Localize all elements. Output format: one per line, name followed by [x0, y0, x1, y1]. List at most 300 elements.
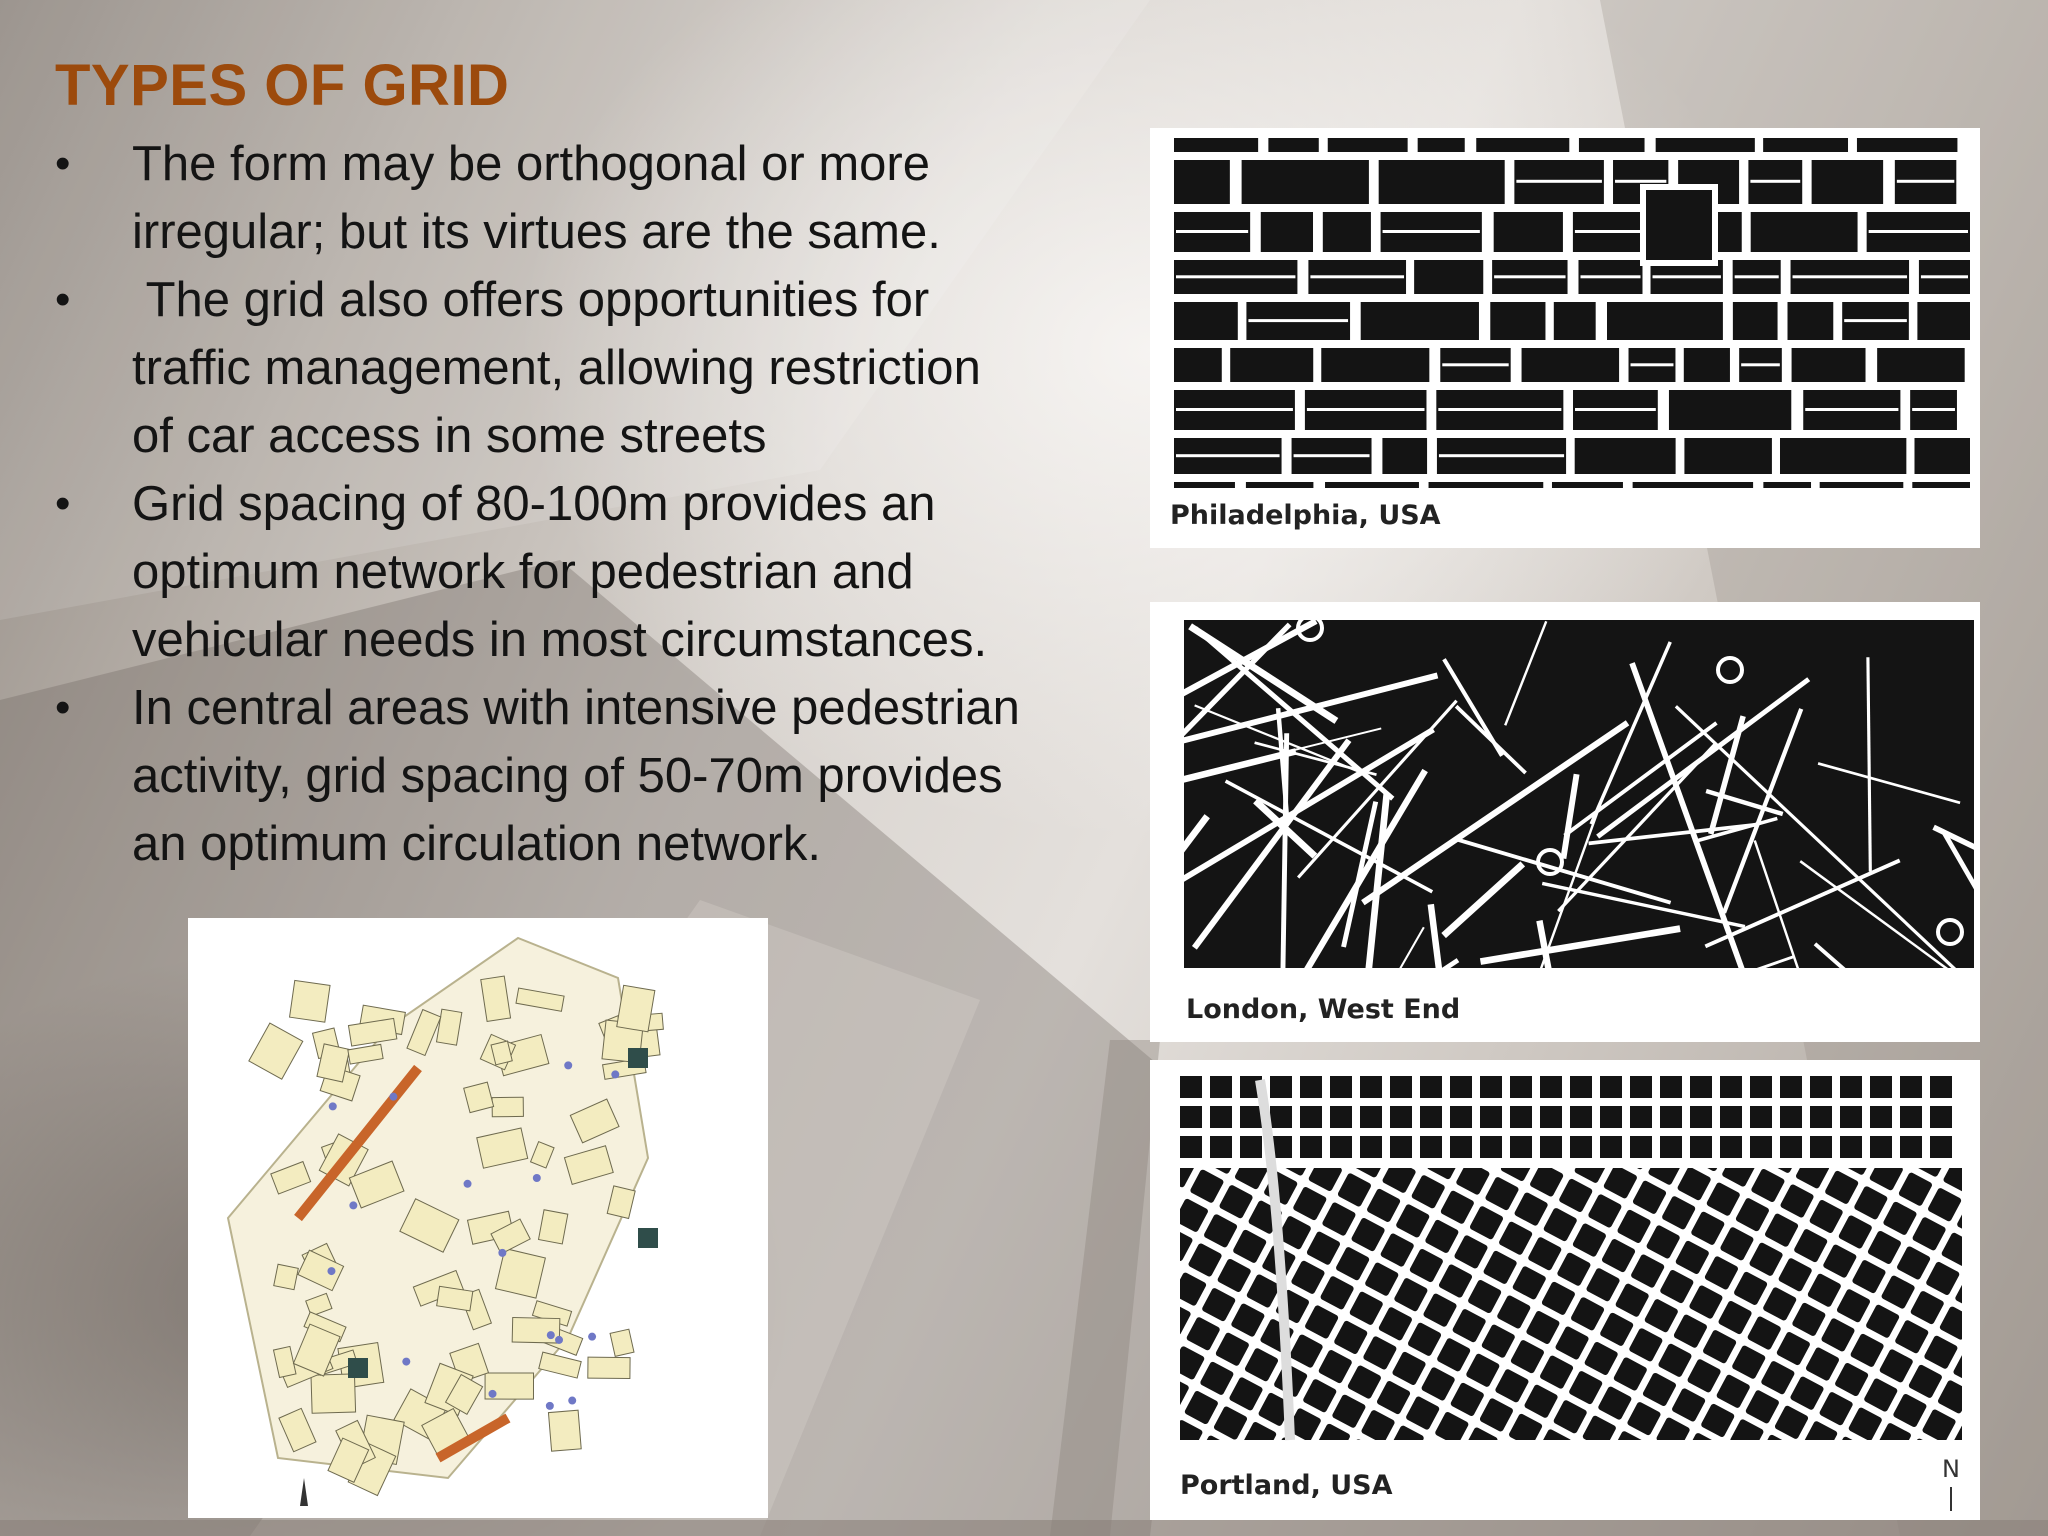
- city-block: [1479, 1397, 1514, 1432]
- city-block: [1153, 1448, 1188, 1450]
- city-block: [1512, 1265, 1547, 1300]
- alley: [1793, 275, 1908, 278]
- city-block: [1611, 1430, 1646, 1450]
- north-arrow-icon: [1940, 1455, 1962, 1511]
- city-block: [1570, 1076, 1592, 1098]
- city-block: [1246, 1273, 1281, 1308]
- alley: [1750, 180, 1800, 183]
- city-block: [1709, 1060, 1744, 1069]
- bullet-marker: •: [55, 479, 71, 528]
- city-block: [1972, 1173, 1980, 1208]
- city-block: [1729, 1418, 1764, 1450]
- city-block: [1690, 1136, 1712, 1158]
- city-block: [1640, 1446, 1675, 1450]
- city-block: [1763, 138, 1848, 152]
- city-block: [1150, 1330, 1176, 1365]
- city-block: [1370, 1060, 1405, 1075]
- plan-building: [539, 1352, 581, 1378]
- city-block: [1268, 138, 1318, 152]
- city-block: [1150, 1285, 1163, 1320]
- plan-crossing: [568, 1397, 576, 1405]
- city-block: [1685, 1432, 1720, 1450]
- london-caption: London, West End: [1186, 994, 1461, 1025]
- city-block: [1869, 1156, 1904, 1191]
- city-block: [1222, 1060, 1257, 1072]
- city-block: [1337, 1172, 1372, 1207]
- bullet-text: The form may be orthogonal or more irregular; but its virtues are the same.: [132, 137, 941, 259]
- city-block: [1840, 1076, 1862, 1098]
- city-block: [1877, 1422, 1912, 1450]
- philadelphia-map: [1150, 128, 1980, 488]
- city-block: [1455, 1161, 1490, 1196]
- city-block: [1494, 212, 1563, 252]
- city-block: [1688, 1284, 1723, 1319]
- city-block: [1735, 1197, 1770, 1232]
- portland-blocks: [1150, 1060, 1980, 1450]
- city-block: [1626, 1401, 1661, 1436]
- city-block: [1540, 1076, 1562, 1098]
- city-block: [1630, 1076, 1652, 1098]
- city-block: [1150, 1404, 1174, 1439]
- city-block: [1690, 1211, 1725, 1246]
- city-block: [1791, 1302, 1826, 1337]
- city-block: [1789, 1376, 1824, 1411]
- city-block: [1788, 302, 1834, 340]
- city-block: [1320, 1275, 1355, 1310]
- portland-map: [1150, 1060, 1980, 1450]
- city-block: [1215, 1332, 1250, 1367]
- city-block: [1490, 302, 1545, 340]
- city-block: [1484, 1176, 1519, 1211]
- city-block: [1660, 1076, 1682, 1098]
- city-block: [1174, 138, 1258, 152]
- city-block: [1429, 482, 1544, 488]
- city-block: [1180, 1136, 1202, 1158]
- city-block: [1333, 1320, 1368, 1355]
- city-block: [1174, 160, 1230, 204]
- plan-building: [610, 1329, 634, 1356]
- city-block: [1803, 1420, 1838, 1450]
- city-block: [1719, 1226, 1754, 1261]
- city-block: [1469, 1205, 1504, 1240]
- city-block: [1630, 1136, 1652, 1158]
- city-block: [1810, 1076, 1832, 1098]
- city-block: [1792, 348, 1866, 382]
- city-block: [1554, 302, 1596, 340]
- city-block: [1917, 302, 1970, 340]
- city-block: [1575, 438, 1676, 474]
- alley: [1248, 319, 1348, 322]
- city-block: [1807, 1273, 1842, 1308]
- city-block: [1877, 348, 1965, 382]
- city-block: [1690, 1076, 1712, 1098]
- city-block: [1636, 1060, 1671, 1067]
- city-block: [1174, 1198, 1209, 1233]
- alley: [1176, 230, 1248, 233]
- city-block: [1180, 1106, 1202, 1128]
- city-block: [1360, 1076, 1382, 1098]
- city-block: [1579, 138, 1645, 152]
- city-block: [1937, 1379, 1972, 1414]
- city-block: [1508, 1413, 1543, 1448]
- city-block: [1316, 1423, 1351, 1450]
- city-block: [1881, 1275, 1916, 1310]
- city-block: [1323, 212, 1371, 252]
- bullet-text: In central areas with intensive pedestrian activity, grid spacing of 50-70m provides an optimum circulation network.: [132, 681, 1020, 871]
- city-block: [1150, 1433, 1159, 1450]
- city-block: [1684, 348, 1730, 382]
- city-block: [1930, 1106, 1952, 1128]
- city-block: [1600, 1106, 1622, 1128]
- city-block: [1923, 1335, 1958, 1370]
- city-block: [1330, 1076, 1352, 1098]
- city-block: [1898, 1172, 1933, 1207]
- city-block: [1510, 1136, 1532, 1158]
- city-block: [1467, 1279, 1502, 1314]
- city-block: [1615, 1283, 1650, 1318]
- alley: [1494, 275, 1565, 278]
- bullet-marker: •: [55, 139, 71, 188]
- city-block: [1882, 1201, 1917, 1236]
- city-block: [1960, 1060, 1980, 1090]
- city-block: [1414, 1060, 1449, 1062]
- city-block: [1345, 1438, 1380, 1450]
- city-block: [1706, 1182, 1741, 1217]
- city-block: [1616, 1209, 1651, 1244]
- city-block: [1669, 390, 1791, 430]
- city-block: [1234, 1155, 1269, 1190]
- city-block: [1541, 1281, 1576, 1316]
- city-block: [1438, 1263, 1473, 1298]
- city-block: [1540, 1106, 1562, 1128]
- city-block: [1411, 1174, 1446, 1209]
- city-block: [1292, 1186, 1327, 1221]
- city-block: [1360, 1136, 1382, 1158]
- city-block: [1261, 212, 1313, 252]
- city-block: [1537, 1428, 1572, 1450]
- city-block: [1644, 1298, 1679, 1333]
- city-block: [1522, 348, 1620, 382]
- city-block: [1956, 1203, 1980, 1238]
- city-block: [1158, 1227, 1193, 1262]
- city-block: [1908, 1364, 1943, 1399]
- city-block: [1939, 1306, 1974, 1341]
- city-block: [1660, 1136, 1682, 1158]
- city-block: [1150, 1359, 1161, 1394]
- city-block: [1879, 1348, 1914, 1383]
- city-block: [1213, 1405, 1248, 1440]
- city-block: [1582, 1415, 1617, 1450]
- city-block: [1927, 1187, 1962, 1222]
- city-block: [1453, 1234, 1488, 1269]
- city-block: [1150, 1138, 1166, 1173]
- city-block: [1414, 260, 1483, 294]
- alley: [1741, 363, 1780, 366]
- city-block: [1366, 1188, 1401, 1223]
- edge-mask: [1150, 620, 1184, 974]
- city-block: [1364, 1262, 1399, 1297]
- city-block: [1778, 1257, 1813, 1292]
- london-streets: [1150, 616, 1980, 974]
- city-block: [1242, 1421, 1277, 1450]
- city-block: [1774, 1405, 1809, 1440]
- city-block: [1776, 1331, 1811, 1366]
- city-block: [1230, 1303, 1265, 1338]
- city-block: [1180, 1076, 1202, 1098]
- city-block: [1543, 1207, 1578, 1242]
- city-block: [1810, 1136, 1832, 1158]
- city-block: [1714, 1448, 1749, 1450]
- city-block: [1763, 482, 1811, 488]
- city-block: [1160, 1153, 1195, 1188]
- alley: [1869, 230, 1968, 233]
- city-block: [1795, 1154, 1830, 1189]
- alley: [1176, 454, 1280, 457]
- city-block: [1157, 1301, 1192, 1336]
- city-block: [1840, 1106, 1862, 1128]
- city-block: [1566, 1444, 1601, 1450]
- city-block: [1834, 1362, 1869, 1397]
- city-block: [1764, 1213, 1799, 1248]
- urban-plan-figure: [188, 918, 768, 1518]
- city-block: [1900, 1106, 1922, 1128]
- city-block: [1452, 1308, 1487, 1343]
- city-block: [1174, 348, 1222, 382]
- city-block: [1494, 1368, 1529, 1403]
- city-block: [1270, 1076, 1292, 1098]
- city-block: [1150, 1167, 1151, 1202]
- plan-building: [274, 1264, 299, 1289]
- city-block: [1436, 1337, 1471, 1372]
- city-block: [1900, 1076, 1922, 1098]
- plan-drawing: [228, 938, 663, 1506]
- city-block: [1863, 1377, 1898, 1412]
- alley: [1516, 180, 1602, 183]
- bullet-text: Grid spacing of 80-100m provides an optimum network for pedestrian and vehicular needs in most circumstances.: [132, 477, 988, 667]
- city-block: [1172, 1272, 1207, 1307]
- bullet-item: [55, 130, 1115, 266]
- city-block: [1308, 1157, 1343, 1192]
- city-block: [1599, 1312, 1634, 1347]
- city-block: [1914, 438, 1970, 474]
- city-block: [1733, 302, 1778, 340]
- city-block: [1390, 1106, 1412, 1128]
- city-block: [1780, 438, 1906, 474]
- city-block: [1630, 1253, 1665, 1288]
- city-block: [1405, 1395, 1440, 1430]
- city-block: [1779, 1183, 1814, 1218]
- city-block: [1780, 1136, 1802, 1158]
- city-block: [1187, 1242, 1222, 1277]
- city-block: [1360, 1106, 1382, 1128]
- city-block: [1570, 1106, 1592, 1128]
- city-block: [1906, 1438, 1941, 1450]
- city-block: [1321, 1201, 1356, 1236]
- city-block: [1523, 1384, 1558, 1419]
- city-block: [1850, 1333, 1885, 1368]
- city-block: [1418, 138, 1465, 152]
- city-block: [1325, 482, 1419, 488]
- city-block: [1675, 1240, 1710, 1275]
- city-block: [1150, 1060, 1184, 1070]
- city-block: [1600, 1136, 1622, 1158]
- plan-building: [538, 1210, 567, 1244]
- alley: [1575, 230, 1650, 233]
- city-block: [1232, 1229, 1267, 1264]
- city-block: [1912, 1216, 1947, 1251]
- city-block: [1347, 1365, 1382, 1400]
- philadelphia-figure: [1150, 128, 1980, 548]
- city-block: [1217, 1258, 1252, 1293]
- city-block: [1335, 1246, 1370, 1281]
- city-block: [1700, 1403, 1735, 1438]
- city-block: [1440, 1190, 1475, 1225]
- city-block: [1493, 1442, 1528, 1450]
- city-block: [1585, 1267, 1620, 1302]
- city-block: [1570, 1136, 1592, 1158]
- city-block: [1702, 1329, 1737, 1364]
- alley: [1383, 230, 1480, 233]
- city-block: [1840, 1136, 1862, 1158]
- city-block: [1720, 1076, 1742, 1098]
- alley: [1176, 408, 1293, 411]
- city-block: [1780, 1106, 1802, 1128]
- city-block: [1244, 1347, 1279, 1382]
- city-block: [1704, 1255, 1739, 1290]
- city-block: [1290, 1260, 1325, 1295]
- city-block: [1572, 1223, 1607, 1258]
- plan-building: [249, 1023, 303, 1079]
- city-block: [1836, 1288, 1871, 1323]
- city-block: [1407, 1322, 1442, 1357]
- city-block: [1912, 482, 1970, 488]
- alley: [1176, 275, 1295, 278]
- city-block: [1480, 1106, 1502, 1128]
- city-block: [1870, 1076, 1892, 1098]
- city-block: [1270, 1106, 1292, 1128]
- plan-crossing: [389, 1093, 397, 1101]
- city-block: [1318, 1349, 1353, 1384]
- city-block: [1242, 160, 1369, 204]
- city-block: [1480, 1136, 1502, 1158]
- city-block: [1716, 1374, 1751, 1409]
- bullet-list: [55, 130, 1115, 878]
- city-block: [1642, 1372, 1677, 1407]
- city-block: [1552, 482, 1623, 488]
- city-block: [1788, 1449, 1823, 1450]
- city-block: [1391, 1351, 1426, 1386]
- alley: [1912, 408, 1955, 411]
- city-block: [1568, 1370, 1603, 1405]
- city-block: [1762, 1286, 1797, 1321]
- city-block: [1603, 1164, 1638, 1199]
- city-block: [1393, 1277, 1428, 1312]
- city-block: [1328, 138, 1408, 152]
- city-block: [1925, 1261, 1960, 1296]
- city-block: [1420, 1106, 1442, 1128]
- city-block: [1300, 1076, 1322, 1098]
- alley: [1631, 363, 1674, 366]
- edge: [1150, 968, 1980, 974]
- city-block: [1671, 1387, 1706, 1422]
- city-block: [1527, 1236, 1562, 1271]
- plan-crossing: [588, 1333, 596, 1341]
- city-block: [1758, 1434, 1793, 1450]
- plan-building: [311, 1374, 356, 1413]
- city-block: [1783, 1060, 1818, 1071]
- city-block: [1556, 1252, 1591, 1287]
- city-block: [1330, 1106, 1352, 1128]
- city-block: [1360, 1409, 1395, 1444]
- north-label: N: [1942, 1455, 1960, 1483]
- city-block: [1584, 1341, 1619, 1376]
- city-block: [1150, 1211, 1164, 1246]
- city-block: [1857, 1060, 1892, 1073]
- city-block: [1496, 1294, 1531, 1329]
- city-block: [1420, 1076, 1442, 1098]
- alley: [1580, 275, 1640, 278]
- city-block: [1966, 1395, 1980, 1430]
- city-block: [1199, 1361, 1234, 1396]
- square-block: [1646, 190, 1712, 260]
- slide-title: TYPES OF GRID: [55, 53, 510, 118]
- city-block: [1210, 1076, 1232, 1098]
- city-block: [1240, 1136, 1262, 1158]
- alley: [1294, 454, 1370, 457]
- city-block: [1450, 1106, 1472, 1128]
- city-block: [1975, 1060, 1980, 1061]
- city-block: [1510, 1106, 1532, 1128]
- city-block: [1529, 1162, 1564, 1197]
- alley: [1897, 180, 1954, 183]
- portland-caption: Portland, USA: [1180, 1470, 1393, 1501]
- city-block: [1170, 1345, 1205, 1380]
- city-block: [1421, 1366, 1456, 1401]
- city-block: [1390, 1076, 1412, 1098]
- city-block: [1434, 1411, 1469, 1446]
- city-block: [1952, 1350, 1980, 1385]
- city-block: [1748, 1242, 1783, 1277]
- city-block: [1296, 1060, 1331, 1074]
- city-block: [1422, 1293, 1457, 1328]
- city-block: [1910, 1290, 1945, 1325]
- city-block: [1865, 1304, 1900, 1339]
- city-block: [1463, 1426, 1498, 1450]
- alley: [1615, 180, 1666, 183]
- city-block: [1656, 138, 1755, 152]
- philadelphia-blocks: [1174, 138, 1970, 488]
- urban-plan-illustration: [188, 918, 768, 1518]
- city-block: [1824, 1170, 1859, 1205]
- alley: [1735, 275, 1779, 278]
- city-block: [1661, 1195, 1696, 1230]
- city-block: [1819, 1391, 1854, 1426]
- city-block: [1302, 1378, 1337, 1413]
- city-block: [1812, 160, 1884, 204]
- plan-crossing: [533, 1174, 541, 1182]
- city-block: [1525, 1310, 1560, 1345]
- city-block: [1246, 482, 1313, 488]
- city-block: [1968, 1321, 1980, 1356]
- city-block: [1633, 482, 1753, 488]
- city-block: [1300, 1136, 1322, 1158]
- plan-crossing: [327, 1267, 335, 1275]
- city-block: [1230, 348, 1313, 382]
- city-block: [1832, 1436, 1867, 1450]
- city-block: [1951, 1424, 1980, 1450]
- city-block: [1379, 160, 1505, 204]
- city-block: [1380, 1232, 1415, 1267]
